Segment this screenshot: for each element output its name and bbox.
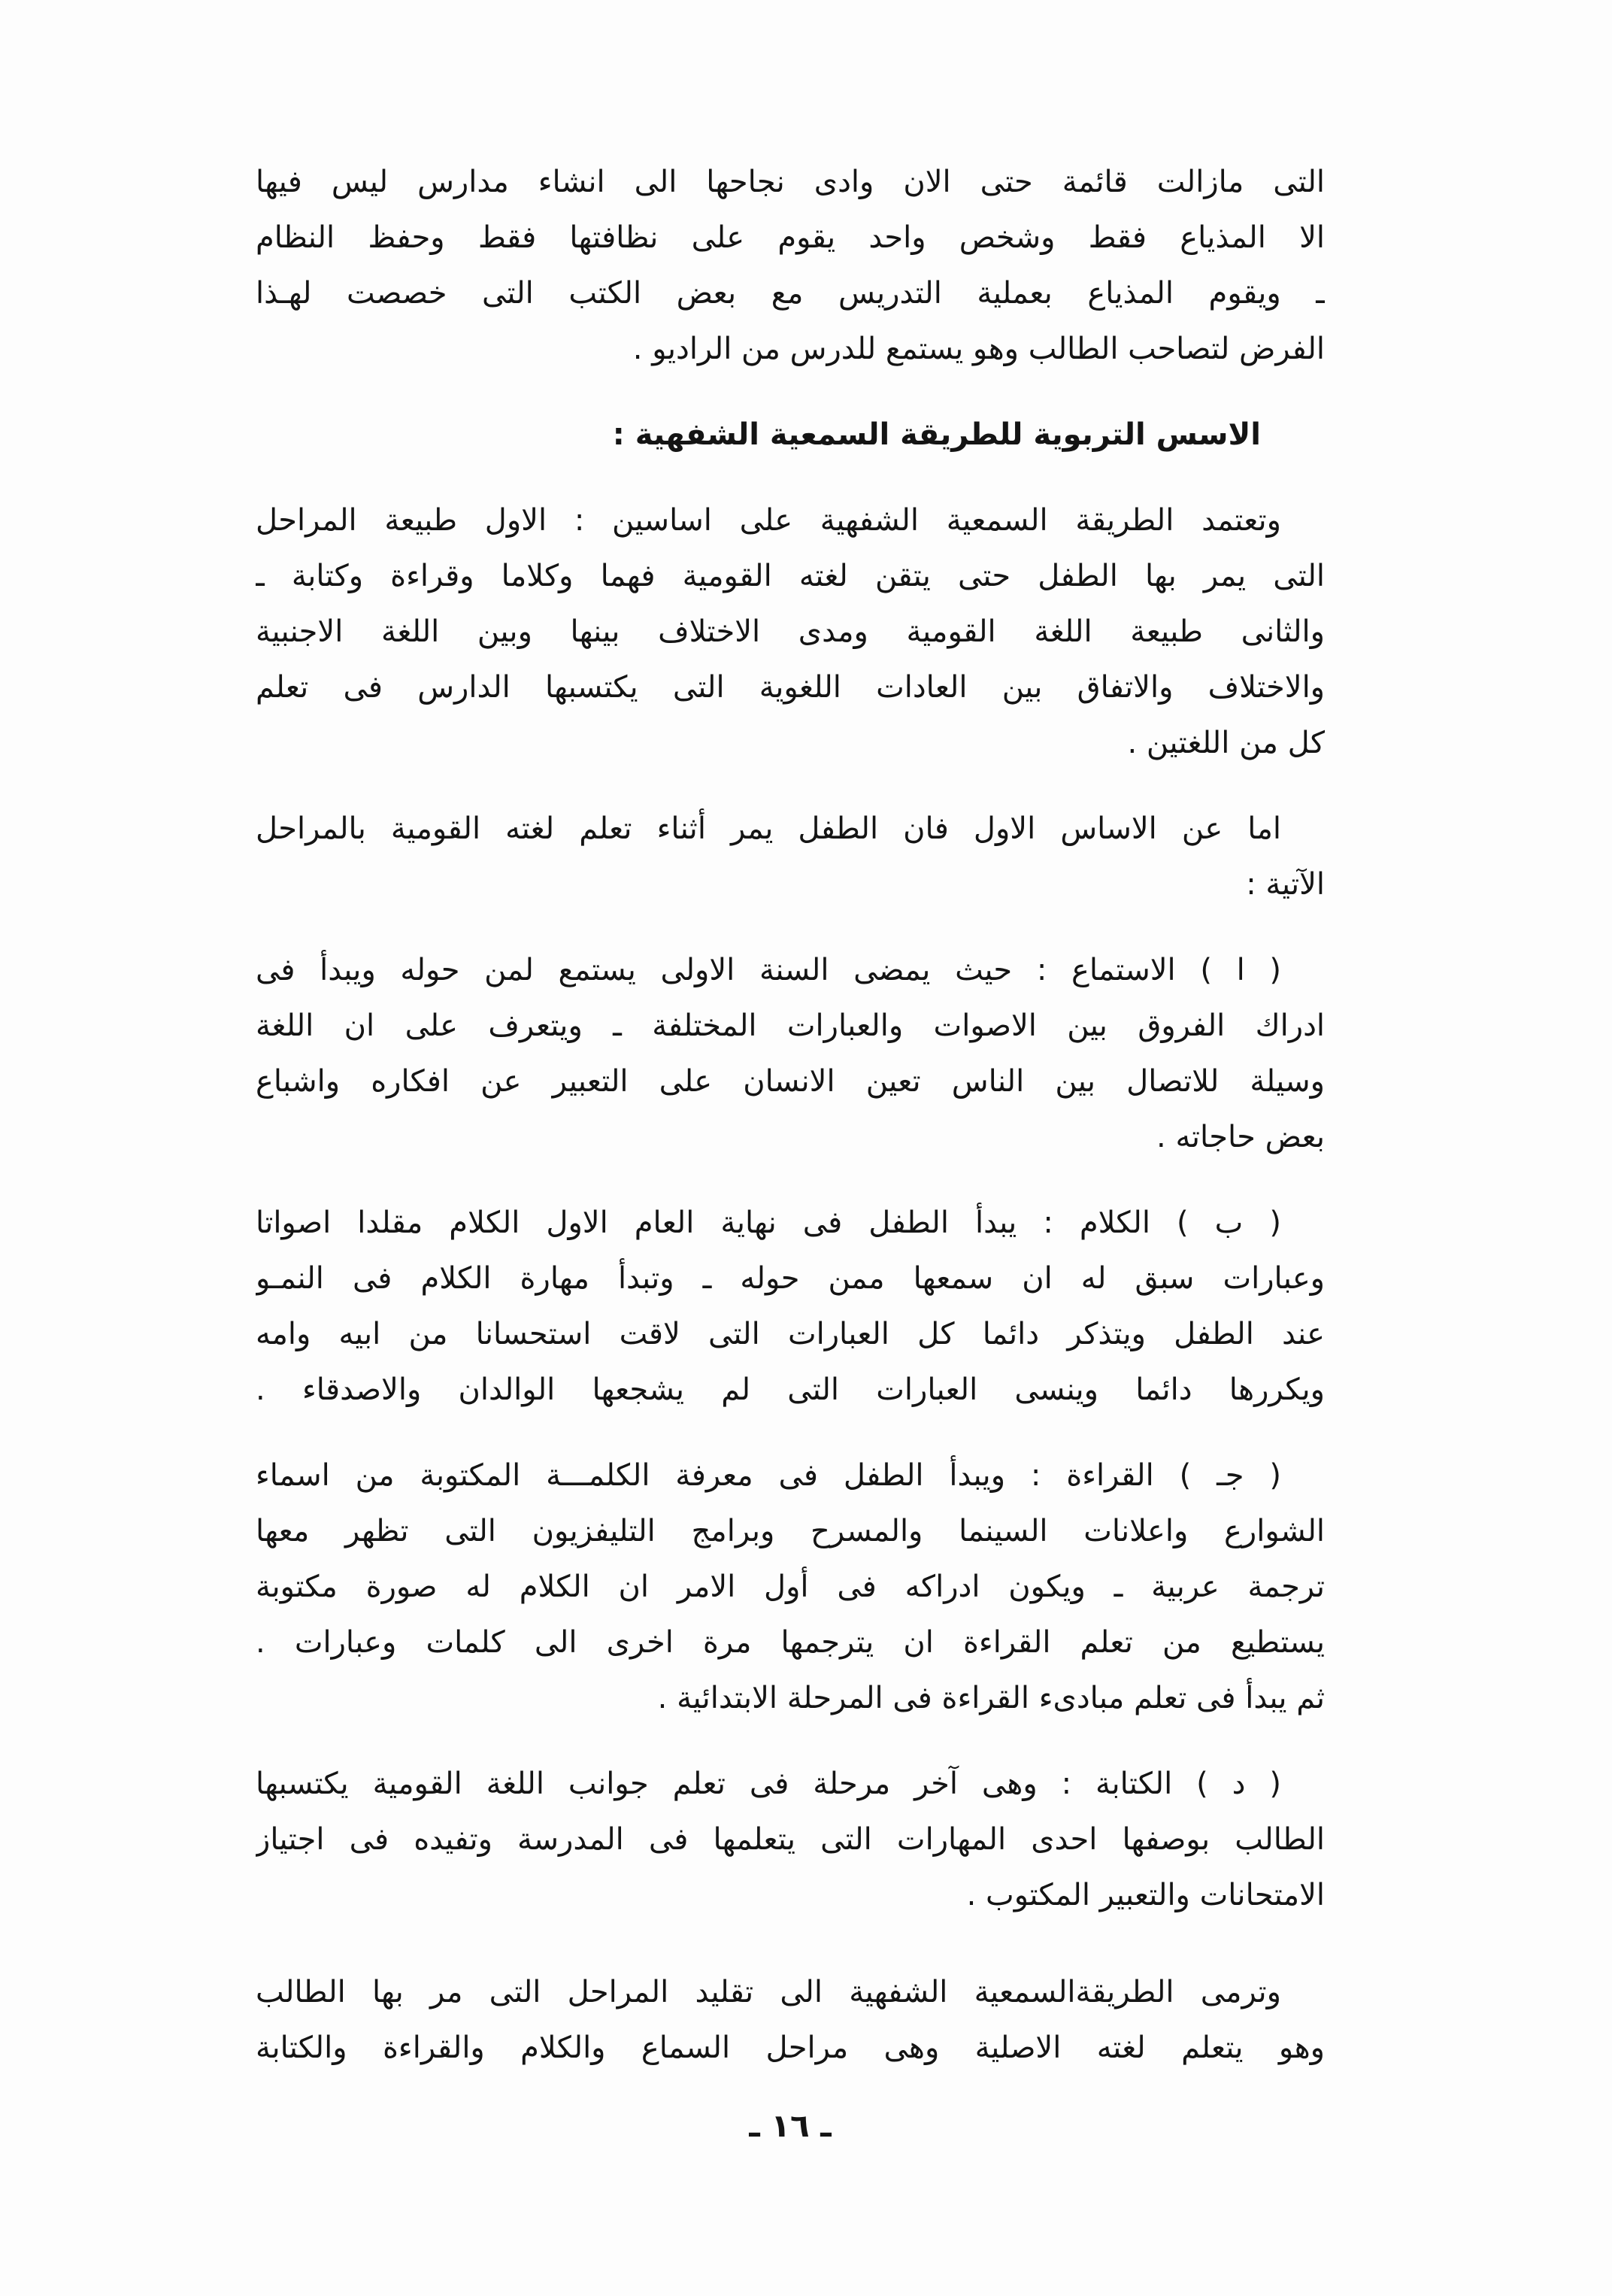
text-line: الطالب بوصفها احدى المهارات التى يتعلمها فى المدرسة وتفيده فى اجتياز	[256, 1822, 1325, 1857]
text-line: ـ ويقوم المذياع بعملية التدريس مع بعض الكتب التى خصصت لهـذا	[256, 276, 1325, 311]
text-line: التى يمر بها الطفل حتى يتقن لغته القومية فهما وكلاما وقراءة وكتابة ـ	[256, 559, 1325, 593]
text-line: يستطيع من تعلم القراءة ان يترجمها مرة اخرى الى كلمات وعبارات .	[256, 1625, 1325, 1660]
page-body	[256, 154, 1325, 2154]
text-line: الا المذياع فقط وشخص واحد يقوم على نظافتها فقط وحفظ النظام	[256, 220, 1325, 255]
intro-paragraph	[256, 154, 1325, 377]
text-line: وتعتمد الطريقة السمعية الشفهية على اساسين : الاول طبيعة المراحل	[256, 503, 1281, 538]
paragraph-reading	[256, 1448, 1325, 1726]
text-line: ( ب ) الكلام : يبدأ الطفل فى نهاية العام الاول الكلام مقلدا اصواتا	[256, 1206, 1281, 1240]
text-line: ( د ) الكتابة : وهى آخر مرحلة فى تعلم جوانب اللغة القومية يكتسبها	[256, 1767, 1281, 1801]
paragraph-foundations	[256, 493, 1325, 771]
page-number: ـ ١٦ ـ	[749, 2107, 832, 2144]
text-line: الامتحانات والتعبير المكتوب .	[966, 1878, 1325, 1912]
text-line: ( جـ ) القراءة : ويبدأ الطفل فى معرفة الكلمـــة المكتوبة من اسماء	[256, 1458, 1281, 1493]
text-line: وهو يتعلم لغته الاصلية وهى مراحل السماع والكلام والقراءة والكتابة	[256, 2031, 1325, 2065]
paragraph-first-basis	[256, 801, 1325, 912]
section-heading: الاسس التربوية للطريقة السمعية الشفهية :	[612, 417, 1261, 452]
text-line: والثانى طبيعة اللغة القومية ومدى الاختلاف بينها وبين اللغة الاجنبية	[256, 614, 1325, 649]
paragraph-listening	[256, 942, 1325, 1165]
text-line: وترمى الطريقةالسمعية الشفهية الى تقليد المراحل التى مر بها الطالب	[256, 1975, 1281, 2009]
text-line: ترجمة عربية ـ ويكون ادراكه فى أول الامر ان الكلام له صورة مكتوبة	[256, 1570, 1325, 1604]
text-line: الشوارع واعلانات السينما والمسرح وبرامج التليفزيون التى تظهر معها	[256, 1514, 1325, 1548]
text-line: الآتية :	[1246, 867, 1325, 902]
text-line: ويكررها دائما وينسى العبارات التى لم يشجعها الوالدان والاصدقاء .	[256, 1372, 1325, 1407]
text-line: اما عن الاساس الاول فان الطفل يمر أثناء تعلم لغته القومية بالمراحل	[256, 811, 1281, 846]
text-line: كل من اللغتين .	[1127, 726, 1325, 760]
paragraph-writing	[256, 1756, 1325, 1923]
text-line: وسيلة للاتصال بين الناس تعين الانسان على التعبير عن افكاره واشباع	[256, 1064, 1325, 1099]
text-line: وعبارات سبق له ان سمعها ممن حوله ـ وتبدأ مهارة الكلام فى النمـو	[256, 1261, 1325, 1296]
text-line: التى مازالت قائمة حتى الان وادى نجاحها الى انشاء مدارس ليس فيها	[256, 165, 1325, 199]
text-line: الفرض لتصاحب الطالب وهو يستمع للدرس من الراديو .	[632, 332, 1325, 366]
text-line: بعض حاجاته .	[1156, 1120, 1325, 1154]
text-line: ادراك الفروق بين الاصوات والعبارات المختلفة ـ ويتعرف على ان اللغة	[256, 1008, 1325, 1043]
text-line: ثم يبدأ فى تعلم مبادىء القراءة فى المرحلة الابتدائية .	[657, 1681, 1325, 1715]
paragraph-conclusion	[256, 1964, 1325, 2076]
text-line: والاختلاف والاتفاق بين العادات اللغوية التى يكتسبها الدارس فى تعلم	[256, 670, 1325, 705]
paragraph-speaking	[256, 1195, 1325, 1418]
text-line: عند الطفل ويتذكر دائما كل العبارات التى لاقت استحسانا من ابيه وامه	[256, 1317, 1325, 1351]
text-line: ( ا ) الاستماع : حيث يمضى السنة الاولى يستمع لمن حوله ويبدأ فى	[256, 953, 1281, 987]
